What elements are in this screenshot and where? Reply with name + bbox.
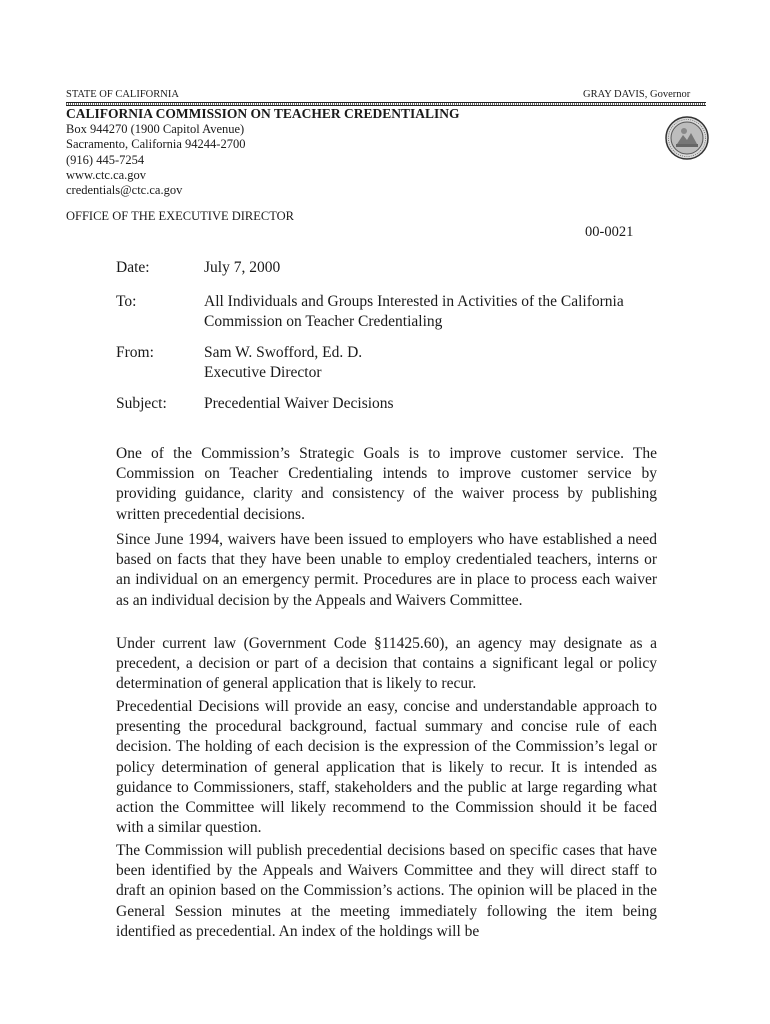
website-link[interactable]: www.ctc.ca.gov — [66, 167, 147, 182]
body-paragraph: One of the Commission’s Strategic Goals is to improve customer service. The Commission on Teacher Credentialing intends to improve customer service by providing guidance, clarity and consistency of the waiver process by publishing written precedential decisions. — [116, 445, 657, 523]
address-line: Box 944270 (1900 Capitol Avenue) — [66, 122, 245, 136]
from-value — [204, 343, 362, 383]
email-link[interactable]: credentials@ctc.ca.gov — [66, 183, 183, 198]
from-title: Executive Director — [204, 364, 322, 381]
to-value-line: All Individuals and Groups Interested in Activities of the California — [204, 293, 624, 310]
date-value: July 7, 2000 — [204, 259, 281, 276]
phone-number: (916) 445-7254 — [66, 152, 145, 167]
body-paragraph: The Commission will publish precedential decisions based on specific cases that have been identified by the Appeals and Waivers Committee and they will direct staff to draft an opinion based on the Commission’s actions. The opinion will be placed in the General Session minutes at the meeting immediately following the item being identified as precedential. An index of the holdings will be — [116, 842, 657, 940]
agency-name: CALIFORNIA COMMISSION ON TEACHER CREDENTIALING — [66, 106, 460, 121]
office-label: OFFICE OF THE EXECUTIVE DIRECTOR — [66, 209, 295, 223]
subject-label: Subject: — [116, 395, 167, 412]
body-paragraph: Since June 1994, waivers have been issued to employers who have established a need based on facts that they have been unable to employ credentialed teachers, interns or an individual on an emergency permit. Procedures are in place to process each waiver as an individual decision by the Appeals and Waivers Committee. — [116, 531, 657, 609]
from-name: Sam W. Swofford, Ed. D. — [204, 344, 363, 361]
governor-label: GRAY DAVIS, Governor — [583, 89, 691, 100]
subject-value: Precedential Waiver Decisions — [204, 395, 394, 412]
from-label: From: — [116, 344, 154, 361]
document-number: 00-0021 — [585, 224, 634, 240]
address-line: Sacramento, California 94244-2700 — [66, 137, 246, 152]
state-seal-icon — [664, 115, 710, 161]
state-label: STATE OF CALIFORNIA — [66, 89, 179, 100]
agency-address — [66, 122, 245, 198]
to-value-line: Commission on Teacher Credentialing — [204, 313, 443, 330]
date-label: Date: — [116, 259, 150, 276]
body-paragraph: Under current law (Government Code §11425.60), an agency may designate as a precedent, a decision or part of a decision that contains a significant legal or policy determination of general application that is likely to recur. — [116, 635, 657, 693]
body-paragraph: Precedential Decisions will provide an easy, concise and understandable approach to presenting the procedural background, factual summary and concise rule of each decision. The holding of each decision is the expression of the Commission’s legal or policy determination of general application that is likely to recur. It is intended as guidance to Commissioners, staff, stakeholders and the public at large regarding what action the Committee will likely recommend to the Commission should it be faced with a similar question. — [116, 698, 657, 837]
to-label: To: — [116, 293, 137, 310]
to-value — [204, 292, 624, 332]
